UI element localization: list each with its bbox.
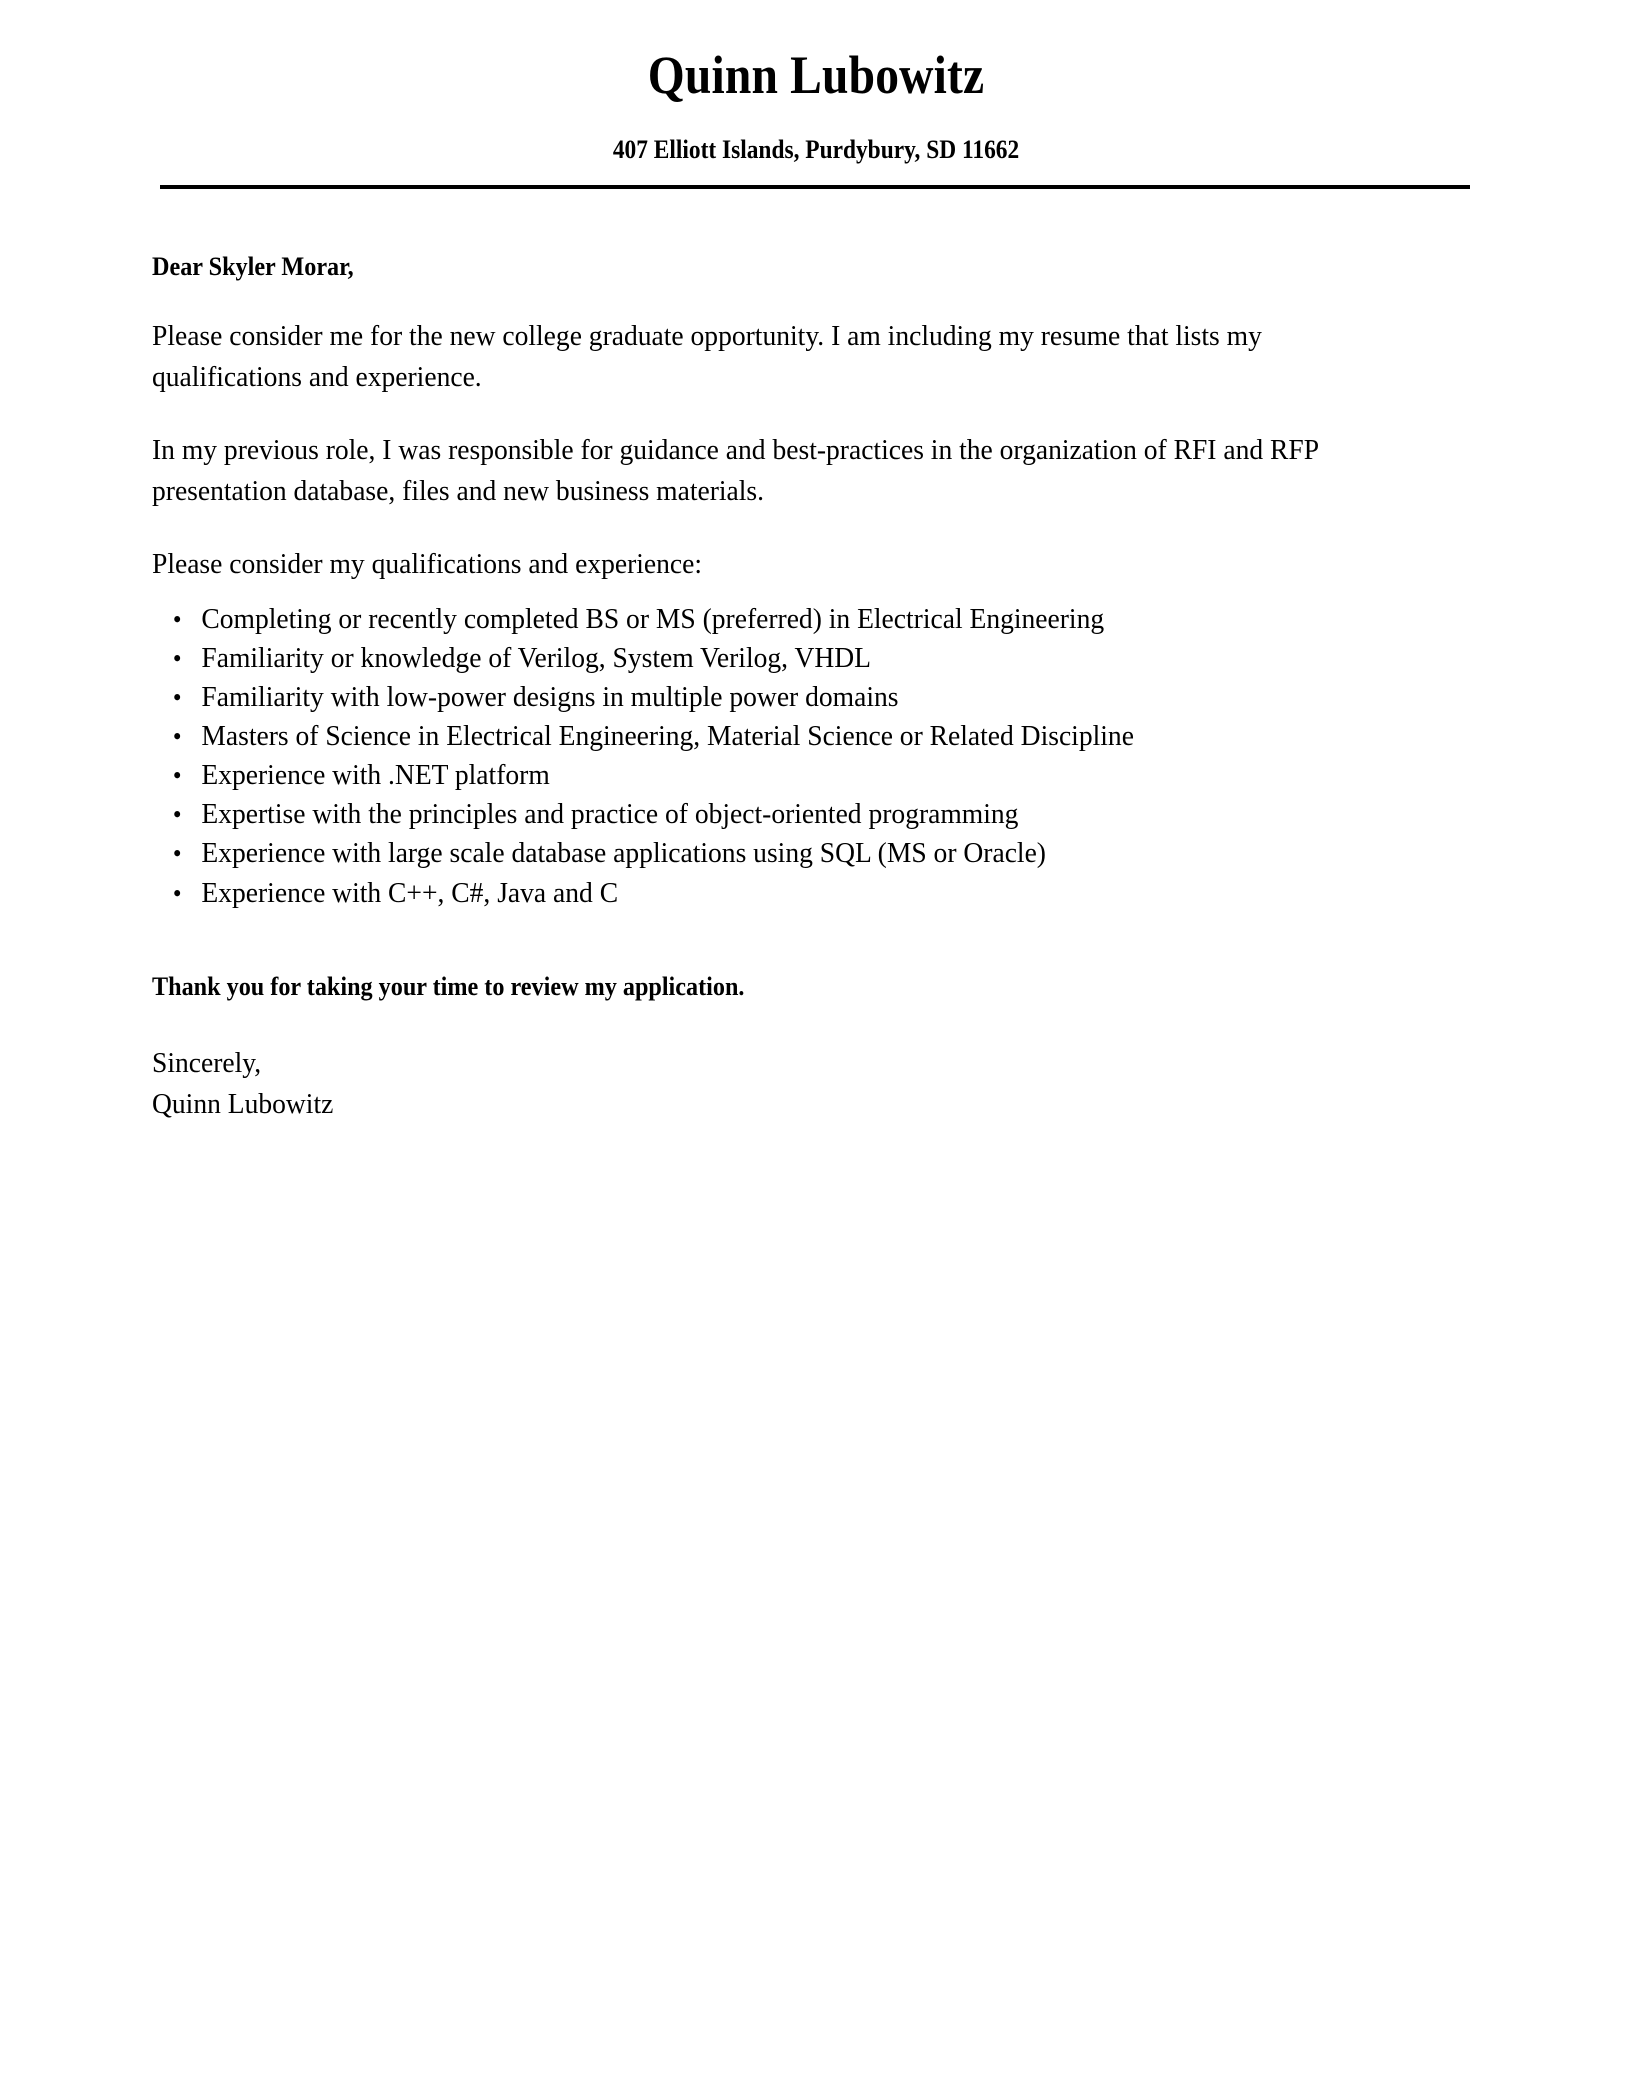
list-item-label: Familiarity with low-power designs in multiple power domains (201, 680, 899, 713)
page-title: Quinn Lubowitz (647, 45, 985, 105)
list-item (152, 639, 1406, 678)
list-item (152, 600, 1406, 639)
list-item-label: Experience with C++, C#, Java and C (201, 876, 619, 909)
list-item-label: Experience with .NET platform (201, 759, 550, 792)
closing-salutation: Sincerely, (152, 1047, 262, 1080)
list-item-label: Masters of Science in Electrical Engineering, Material Science or Related Discipline (201, 720, 1134, 753)
bullet-icon: • (172, 722, 182, 752)
salutation: Dear Skyler Morar, (152, 252, 354, 282)
list-item (152, 874, 1406, 913)
address-line: 407 Elliott Islands, Purdybury, SD 11662 (612, 135, 1020, 165)
list-item-label: Familiarity or knowledge of Verilog, System Verilog, VHDL (201, 641, 871, 674)
list-item (152, 717, 1406, 756)
bullet-icon: • (172, 643, 182, 673)
qualifications-list (152, 586, 1472, 913)
bullet-icon: • (172, 800, 182, 830)
list-item (152, 678, 1406, 717)
letterhead (0, 0, 1632, 165)
list-item-label: Completing or recently completed BS or MS (preferred) in Electrical Engineering (201, 602, 1105, 635)
bullet-icon: • (172, 682, 182, 712)
thank-you-line: Thank you for taking your time to review my application. (152, 971, 745, 1001)
list-item (152, 756, 1406, 795)
bullet-icon: • (172, 839, 182, 869)
list-item (152, 834, 1406, 873)
bullet-icon: • (172, 878, 182, 908)
list-item (152, 795, 1406, 834)
signature-block (152, 1003, 1472, 1125)
paragraph-experience: In my previous role, I was responsible for guidance and best-practices in the organization of RFI and RFP presentation database, files and new business materials. (152, 434, 1319, 508)
paragraph-intro: Please consider me for the new college graduate opportunity. I am including my resume that lists my qualifications and experience. (152, 319, 1262, 393)
signature-name: Quinn Lubowitz (152, 1088, 334, 1121)
list-item-label: Experience with large scale database applications using SQL (MS or Oracle) (201, 837, 1046, 870)
letter-body (0, 189, 1632, 1125)
bullet-icon: • (172, 761, 182, 791)
list-item-label: Expertise with the principles and practice of object-oriented programming (201, 798, 1019, 831)
bullet-icon: • (172, 604, 182, 634)
paragraph-qualifications-lead: Please consider my qualifications and experience: (152, 548, 703, 581)
